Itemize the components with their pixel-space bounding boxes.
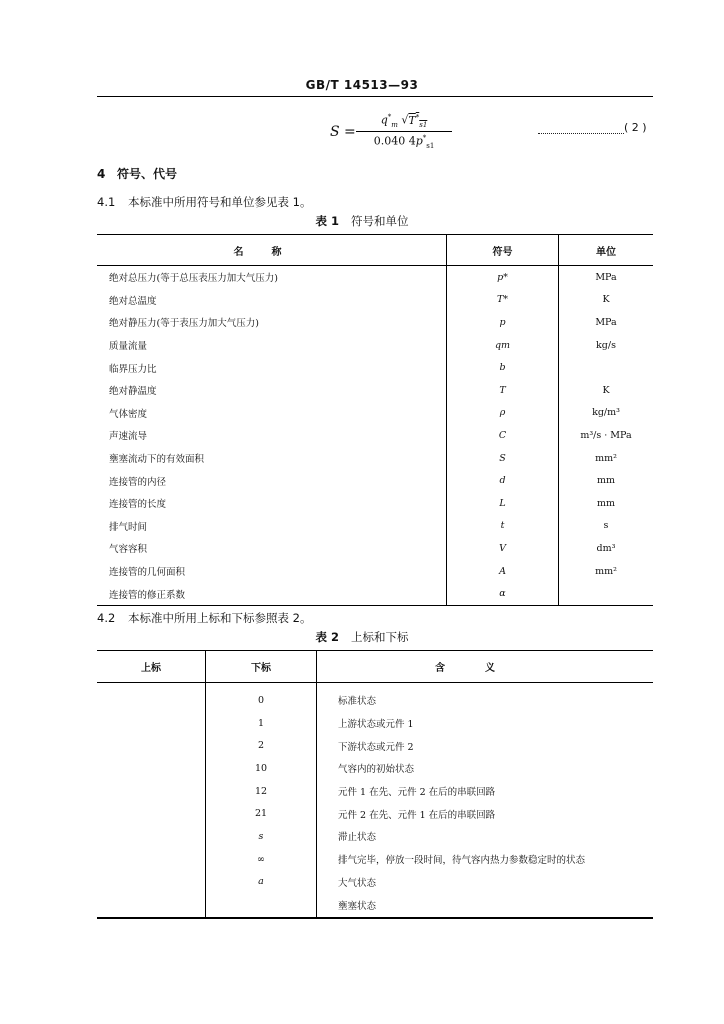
row-superscript [97,825,206,848]
header-name: 名称 [97,235,447,266]
equation-number: ( 2 ) [624,121,647,134]
formula-fraction [356,113,452,150]
row-meaning: 排气完毕，停放一段时间，待气容内热力参数稳定时的状态 [338,855,586,867]
table-row [97,712,653,735]
table-row [97,266,653,289]
clause-4-2 [97,610,311,626]
section-number: 4 [97,167,106,181]
row-symbol: S [447,447,559,470]
row-unit: K [602,294,610,306]
table-row [97,356,653,379]
row-unit: kg/m³ [592,407,620,419]
table-row [97,515,653,538]
header-superscript: 上标 [97,651,206,683]
formula-p: p [415,134,423,148]
row-meaning: 元件 2 在先、元件 1 在后的串联回路 [338,809,496,821]
row-name: 绝对静温度 [97,379,447,402]
row-symbol: d [447,469,559,492]
formula-q-sub: m [391,120,398,129]
row-symbol: A [447,560,559,583]
table-row [97,848,653,871]
table-row [97,734,653,757]
table-row [97,780,653,803]
clause-4-1 [97,194,311,210]
row-meaning: 滞止状态 [338,832,377,844]
formula-denominator [356,134,452,150]
table-row [97,825,653,848]
table1-caption-label: 表 1 [315,214,339,228]
row-subscript [206,893,317,918]
row-symbol: qm [447,334,559,357]
header-meaning: 含义 [317,651,654,683]
row-name: 连接管的修正系数 [97,582,447,605]
row-symbol: L [447,492,559,515]
table1-caption-title: 符号和单位 [351,214,409,228]
row-symbol: T [447,379,559,402]
table-row [97,802,653,825]
table-row [97,379,653,402]
table-row [97,289,653,312]
standard-code-header: GB/T 14513—93 [305,78,419,92]
row-unit: mm [596,497,616,509]
header-subscript: 下标 [206,651,317,683]
row-symbol: V [447,537,559,560]
row-superscript [97,712,206,735]
row-meaning: 气容内的初始状态 [338,764,415,776]
row-superscript [97,734,206,757]
formula-lhs: S = [330,124,356,140]
row-superscript [97,848,206,871]
row-name: 绝对静压力(等于表压力加大气压力) [97,311,447,334]
row-meaning: 标准状态 [338,696,377,708]
table-row [97,871,653,894]
table-row [97,334,653,357]
row-unit [559,356,654,379]
row-subscript: 0 [206,683,317,712]
formula-t-sup: * [415,113,420,121]
table2-caption-title: 上标和下标 [351,630,409,644]
clause-number: 4.1 [97,195,116,209]
equation-leader-dots [538,127,624,134]
row-symbol: ρ [447,402,559,425]
row-subscript: 12 [206,780,317,803]
row-name: 绝对总压力(等于总压表压力加大气压力) [97,266,447,289]
row-subscript: a [206,871,317,894]
header-symbol: 符号 [447,235,559,266]
table2-caption-label: 表 2 [315,630,339,644]
row-subscript: ∞ [206,848,317,871]
fraction-bar [356,131,452,132]
row-symbol: b [447,356,559,379]
table-row [97,683,653,712]
formula-numerator [356,113,452,129]
formula-t-sub: s1 [419,120,428,129]
formula-q-sup: * [387,113,392,121]
formula-p-sub: s1 [426,141,435,150]
row-symbol: p [447,311,559,334]
row-superscript [97,683,206,712]
row-unit: kg/s [596,339,616,351]
row-unit: dm³ [596,542,616,554]
row-unit: K [602,384,610,396]
row-meaning: 元件 1 在先、元件 2 在后的串联回路 [338,787,496,799]
row-symbol: t [447,515,559,538]
header-rule [97,96,653,97]
row-name: 连接管的长度 [97,492,447,515]
row-name: 绝对总温度 [97,289,447,312]
table-header-row [97,235,653,266]
row-subscript: s [206,825,317,848]
row-name: 排气时间 [97,515,447,538]
row-subscript: 1 [206,712,317,735]
superscripts-subscripts-table [97,650,653,919]
row-subscript: 10 [206,757,317,780]
clause-text: 本标准中所用符号和单位参见表 1。 [128,195,312,209]
table-row [97,469,653,492]
formula-q: q [380,113,388,127]
section-4-heading [97,165,177,182]
row-symbol: C [447,424,559,447]
row-superscript [97,802,206,825]
table-row [97,582,653,605]
row-symbol: α [447,582,559,605]
formula-p-sup: * [422,133,427,142]
row-unit: mm² [595,565,617,577]
table-row [97,311,653,334]
row-name: 质量流量 [97,334,447,357]
row-subscript: 2 [206,734,317,757]
row-meaning: 大气状态 [338,877,377,889]
row-meaning: 上游状态或元件 1 [338,719,414,731]
section-title: 符号、代号 [117,167,178,181]
row-subscript: 21 [206,802,317,825]
symbols-units-table [97,234,653,606]
sqrt-symbol: √ [401,113,409,127]
row-unit: mm² [595,452,617,464]
table-header-row [97,651,653,683]
row-unit: mm [596,475,616,487]
row-meaning: 壅塞状态 [317,893,654,918]
table-row [97,537,653,560]
table1-caption [0,213,724,229]
row-symbol: p* [447,266,559,289]
table2-caption [0,629,724,645]
row-meaning: 下游状态或元件 2 [338,741,414,753]
row-superscript [97,893,206,918]
clause-text: 本标准中所用上标和下标参照表 2。 [128,611,312,625]
row-name: 连接管的几何面积 [97,560,447,583]
row-symbol: T* [447,289,559,312]
row-name: 气体密度 [97,402,447,425]
row-name: 气容容积 [97,537,447,560]
row-name: 连接管的内径 [97,469,447,492]
row-name: 声速流导 [97,424,447,447]
formula-t: T [408,113,416,127]
row-superscript [97,757,206,780]
clause-number: 4.2 [97,611,116,625]
table-row [97,402,653,425]
row-unit: MPa [595,271,617,283]
row-name: 壅塞流动下的有效面积 [97,447,447,470]
table-row [97,447,653,470]
table-row [97,757,653,780]
table-row [97,424,653,447]
formula-coefficient: 0.040 4 [373,134,416,148]
row-unit: MPa [595,316,617,328]
row-superscript [97,871,206,894]
table-row [97,560,653,583]
table-row [97,492,653,515]
table-row [97,893,653,918]
header-unit: 单位 [559,235,654,266]
row-name: 临界压力比 [97,356,447,379]
row-superscript [97,780,206,803]
row-unit: m³/s · MPa [580,429,632,441]
row-unit: s [603,520,609,532]
row-unit [559,582,654,605]
